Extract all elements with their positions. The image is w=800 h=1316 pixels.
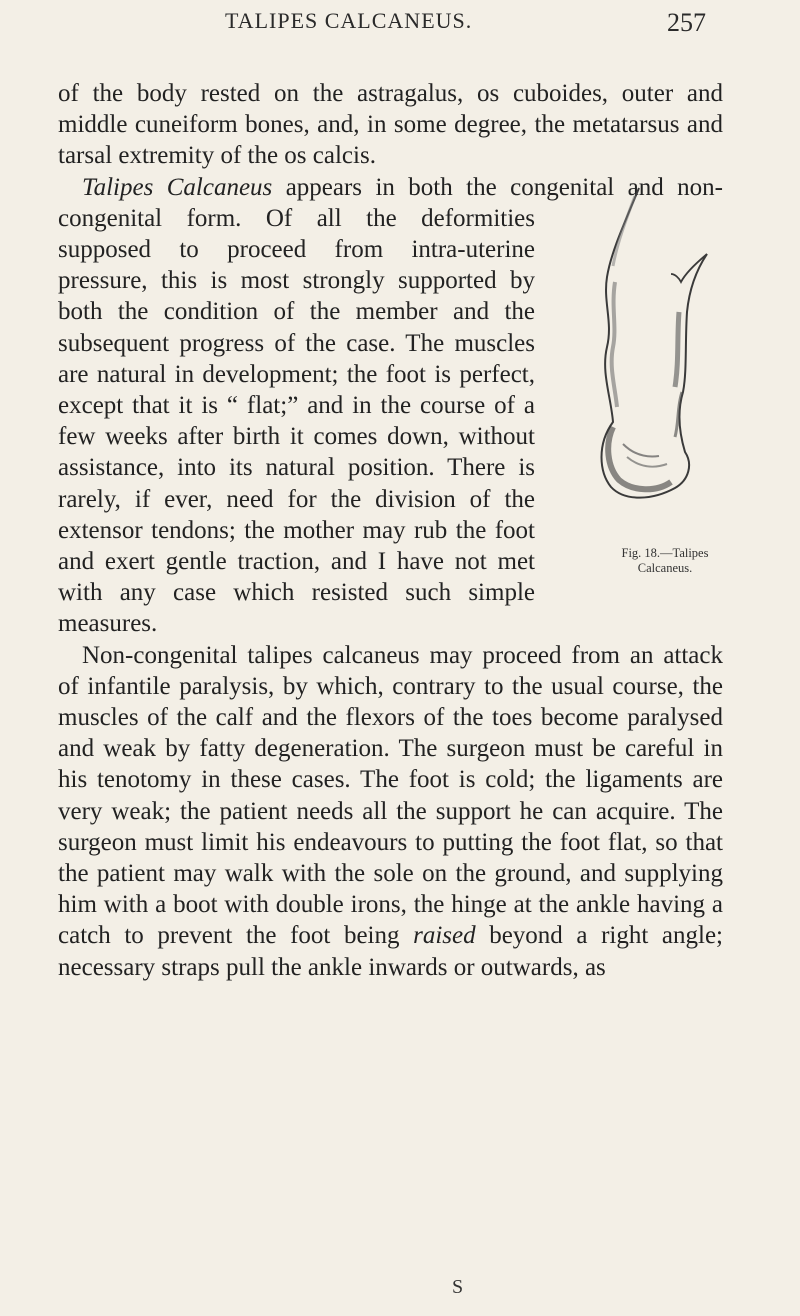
page-number: 257 <box>667 8 706 37</box>
body-text <box>58 78 723 983</box>
italic-word: raised <box>413 922 476 950</box>
paragraph-non-congenital <box>58 640 723 983</box>
signature-mark: S <box>452 1276 464 1298</box>
paragraph-text-after: beyond a right angle; necessary straps pull the ankle inwards or outwards, as <box>58 922 724 981</box>
paragraph-text-before: Non-congenital talipes calcaneus may proceed from an attack of infantile paralysis, by which, contrary to the usual course, the muscles of the calf and the flexors of the toes become paralysed and weak by fatty degeneration. The surgeon must be careful in his tenotomy in these cases. The foot is cold; the ligaments are very weak; the patient needs all the support he can acquire. The surgeon must limit his endeavours to putting the foot flat, so that the patient may walk with the sole on the ground, and supplying him with a boot with double irons, the hinge at the ankle having a catch to prevent the foot being <box>58 641 723 950</box>
figure-talipes-calcaneus <box>547 176 727 581</box>
foot-illustration <box>567 182 717 542</box>
caption-line-1: Fig. 18.—Talipes <box>621 545 709 560</box>
paragraph-talipes-calcaneus <box>58 172 723 640</box>
caption-line-2: Calcaneus. <box>637 560 693 575</box>
running-head: TALIPES CALCANEUS. <box>225 8 473 33</box>
figure-caption <box>609 546 721 576</box>
italic-term: Talipes Calcaneus <box>82 173 273 201</box>
paragraph-text: appears in both the congenital and non-congenital form. Of all the deformities supposed to proceed from intra-uterine pressure, this is most strongly supported by both the condition of the member and the subsequent progress of the case. The muscles are natural in development; the foot is perfect, except that it is “ flat;” and in the course of a few weeks after birth it comes down, without assistance, into its natural position. There is rarely, if ever, need for the division of the extensor tendons; the mother may rub the foot and exert gentle traction, and I have not met with any case which resisted such simple measures. <box>58 173 723 638</box>
paragraph-continuation: of the body rested on the astragalus, os cuboides, outer and middle cuneiform bones, and, in some degree, the metatarsus and tarsal extremity of the os calcis. <box>58 80 723 170</box>
